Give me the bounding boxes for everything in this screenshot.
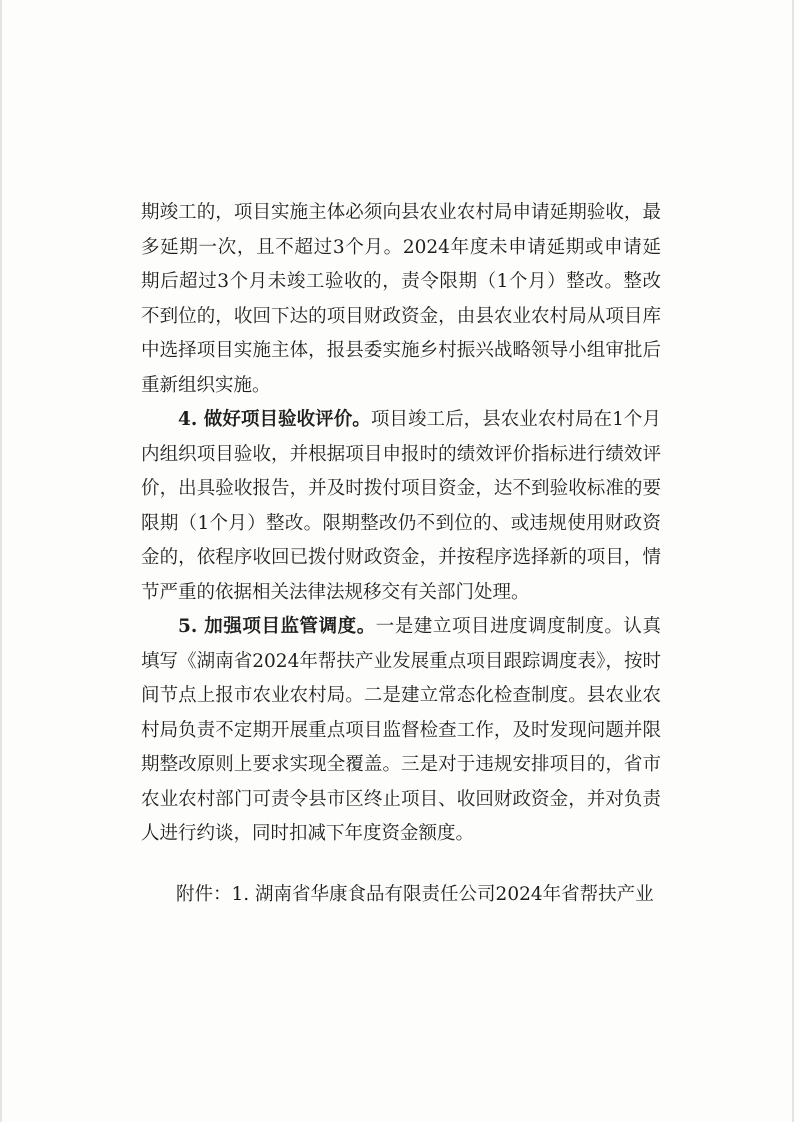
document-body	[141, 196, 661, 852]
paragraph-text: 一是建立项目进度调度制度。认真填写《湖南省2024年帮扶产业发展重点项目跟踪调度表》，按时间节点上报市农业农村局。二是建立常态化检查制度。县农业农村局负责不定期开展重点项目监督检查工作，及时发现问题并限期整改原则上要求实现全覆盖。三是对于违规安排项目的，省市农业农村部门可责令县市区终止项目、收回财政资金，并对负责人进行约谈，同时扣减下年度资金额度。	[141, 616, 661, 844]
paragraph-supervision-scheduling	[141, 610, 661, 852]
page-left-edge	[0, 0, 2, 1122]
paragraph-heading: 4. 做好项目验收评价。	[178, 409, 371, 430]
paragraph-continuation	[141, 196, 661, 403]
attachment-line	[176, 878, 676, 913]
attachment-label: 附件：	[176, 884, 232, 905]
paragraph-text: 期竣工的，项目实施主体必须向县农业农村局申请延期验收，最多延期一次，且不超过3个月。2024年度未申请延期或申请延期后超过3个月未竣工验收的，责令限期（1个月）整改。整改不到位的，收回下达的项目财政资金，由县农业农村局从项目库中选择项目实施主体，报县委实施乡村振兴战略领导小组审批后重新组织实施。	[141, 202, 661, 396]
attachment-item: 1. 湖南省华康食品有限责任公司2024年省帮扶产业	[231, 884, 654, 905]
paragraph-heading: 5. 加强项目监管调度。	[178, 616, 376, 637]
paragraph-acceptance-evaluation	[141, 403, 661, 610]
paragraph-text: 项目竣工后，县农业农村局在1个月内组织项目验收，并根据项目申报时的绩效评价指标进行绩效评价，出具验收报告，并及时拨付项目资金，达不到验收标准的要限期（1个月）整改。限期整改仍不到位的、或违规使用财政资金的，依程序收回已拨付财政资金，并按程序选择新的项目，情节严重的依据相关法律法规移交有关部门处理。	[141, 409, 661, 603]
